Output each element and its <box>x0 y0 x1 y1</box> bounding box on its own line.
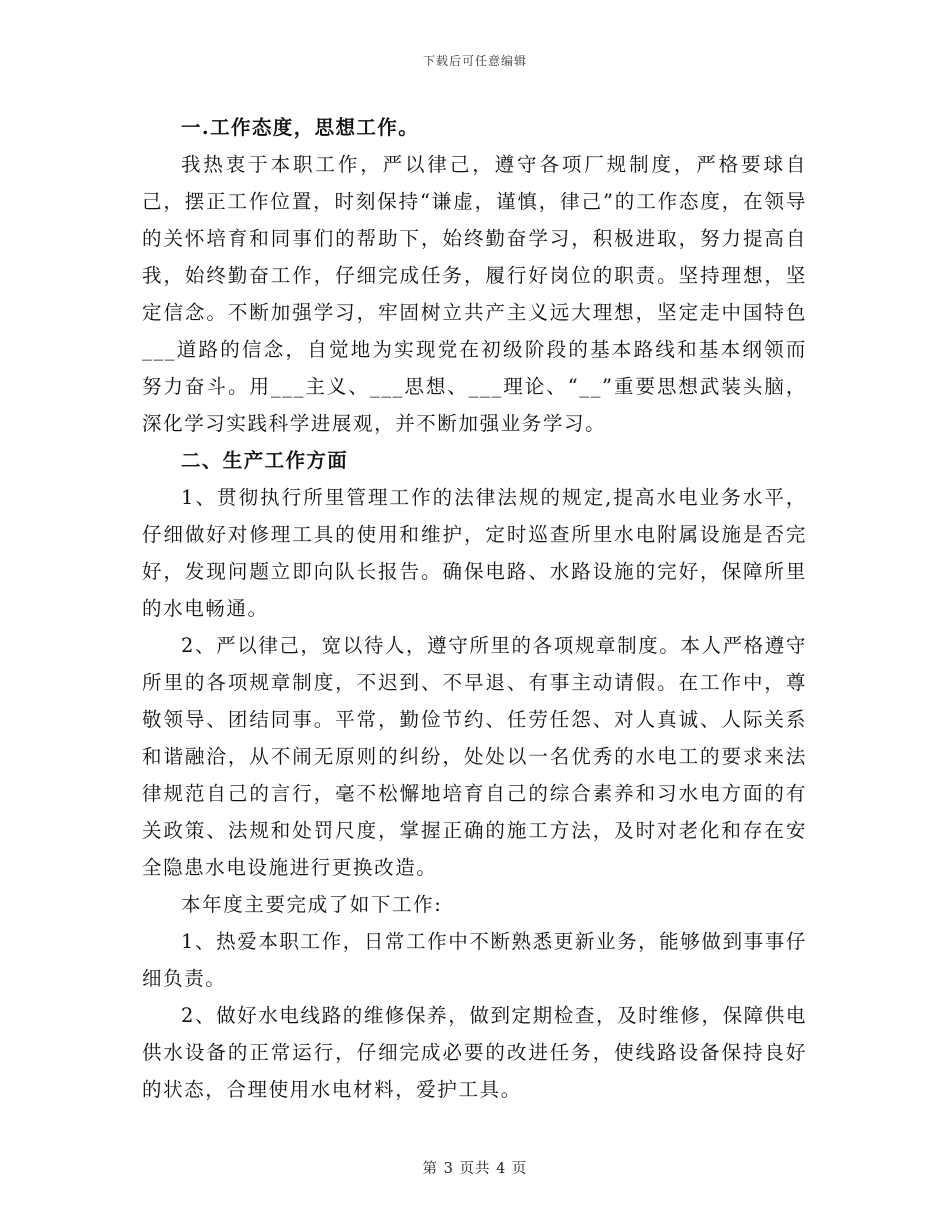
section-heading-attitude: 一.工作态度，思想工作。 <box>181 116 420 139</box>
paragraph-attitude: 我热衷于本职工作，严以律己，遵守各项厂规制度，严格要球自己，摆正工作位置，时刻保持“谦虚，谨慎，律己”的工作态度，在领导的关怀培育和同事们的帮助下，始终勤奋学习，积极进取，努力提高自我，始终勤奋工作，仔细完成任务，履行好岗位的职责。坚持理想，坚定信念。不断加强学习，牢固树立共产主义远大理想，坚定走中国特色___道路的信念，自觉地为实现党在初级阶段的基本路线和基本纲领而努力奋斗。用___主义、___思想、___理论、“__”重要思想武装头脑，深化学习实践科学进展观，并不断加强业务学习。 <box>142 153 807 435</box>
document-body <box>142 109 807 1108</box>
paragraph-year-summary: 本年度主要完成了如下工作: <box>181 893 443 916</box>
paragraph-work-2: 2、做好水电线路的维修保养，做到定期检查，及时维修，保障供电供水设备的正常运行，仔细完成必要的改进任务，使线路设备保持良好的状态，合理使用水电材料，爱护工具。 <box>142 1004 807 1101</box>
paragraph-work-1: 1、热爱本职工作，日常工作中不断熟悉更新业务，能够做到事事仔细负责。 <box>142 930 807 990</box>
section-heading-production: 二、生产工作方面 <box>181 449 349 472</box>
page-number: 第 3 页共 4 页 <box>422 1161 528 1177</box>
page-header: 下载后可任意编辑 <box>422 54 527 68</box>
paragraph-item-1: 1、贯彻执行所里管理工作的法律法规的规定,提高水电业务水平，仔细做好对修理工具的使用和维护，定时巡查所里水电附属设施是否完好，发现问题立即向队长报告。确保电路、水路设施的完好，保障所里的水电畅通。 <box>142 486 807 620</box>
paragraph-item-2: 2、严以律己，宽以待人，遵守所里的各项规章制度。本人严格遵守所里的各项规章制度，不迟到、不早退、有事主动请假。在工作中，尊敬领导、团结同事。平常，勤俭节约、任劳任怨、对人真诚、人际关系和谐融洽，从不闹无原则的纠纷，处处以一名优秀的水电工的要求来法律规范自己的言行，毫不松懈地培育自己的综合素养和习水电方面的有关政策、法规和处罚尺度，掌握正确的施工方法，及时对老化和存在安全隐患水电设施进行更换改造。 <box>142 634 807 879</box>
